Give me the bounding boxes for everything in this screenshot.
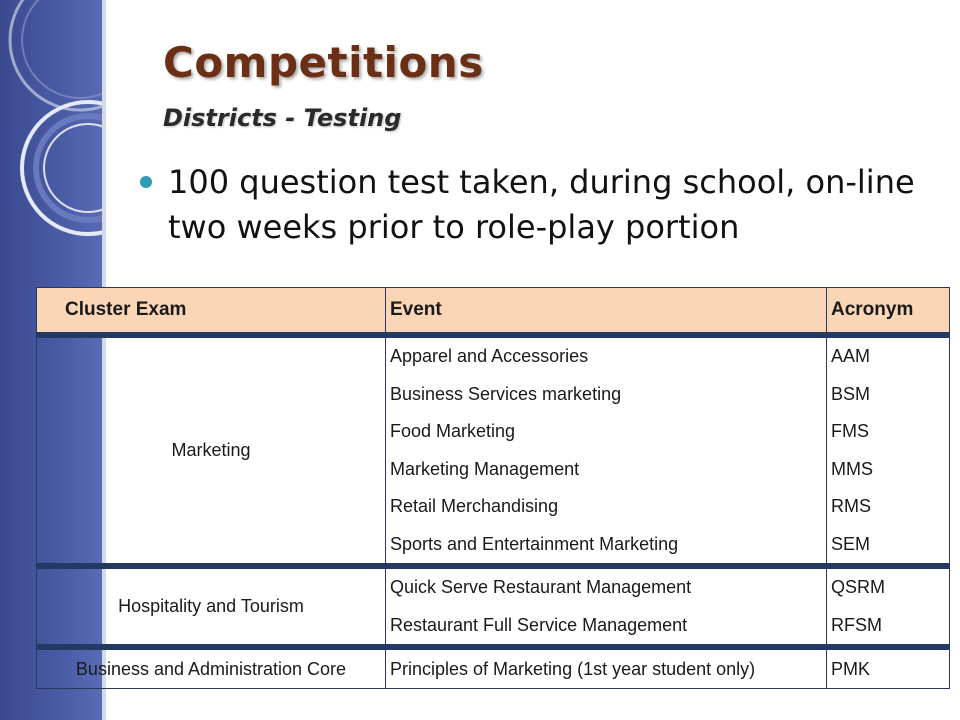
event-cell: Food Marketing (386, 413, 827, 450)
bullet-dot-icon (140, 176, 152, 188)
event-cell: Sports and Entertainment Marketing (386, 525, 827, 566)
acronym-cell: MMS (827, 450, 950, 487)
event-cell: Retail Merchandising (386, 488, 827, 525)
cluster-cell: Marketing (37, 335, 386, 566)
table-row (37, 335, 950, 376)
acronym-cell: RFSM (827, 607, 950, 648)
acronym-cell: PMK (827, 647, 950, 688)
cluster-cell: Hospitality and Tourism (37, 566, 386, 647)
acronym-cell: BSM (827, 376, 950, 413)
event-cell: Quick Serve Restaurant Management (386, 566, 827, 607)
events-table (36, 287, 950, 689)
event-cell: Apparel and Accessories (386, 335, 827, 376)
event-cell: Restaurant Full Service Management (386, 607, 827, 648)
bullet-item (140, 160, 930, 250)
acronym-cell: FMS (827, 413, 950, 450)
acronym-cell: AAM (827, 335, 950, 376)
table-row (37, 647, 950, 688)
acronym-cell: QSRM (827, 566, 950, 607)
slide-title: Competitions (163, 38, 484, 87)
column-header-cluster: Cluster Exam (37, 288, 386, 336)
column-header-acronym: Acronym (827, 288, 950, 336)
cluster-cell: Business and Administration Core (37, 647, 386, 688)
acronym-cell: SEM (827, 525, 950, 566)
table-row (37, 566, 950, 607)
slide-subtitle: Districts - Testing (163, 104, 402, 132)
event-cell: Marketing Management (386, 450, 827, 487)
column-header-event: Event (386, 288, 827, 336)
acronym-cell: RMS (827, 488, 950, 525)
bullet-list (140, 160, 930, 250)
bullet-text: 100 question test taken, during school, on-line two weeks prior to role-play portion (168, 163, 915, 246)
event-cell: Business Services marketing (386, 376, 827, 413)
table-header-row (37, 288, 950, 336)
event-cell: Principles of Marketing (1st year student only) (386, 647, 827, 688)
table-body (37, 335, 950, 689)
